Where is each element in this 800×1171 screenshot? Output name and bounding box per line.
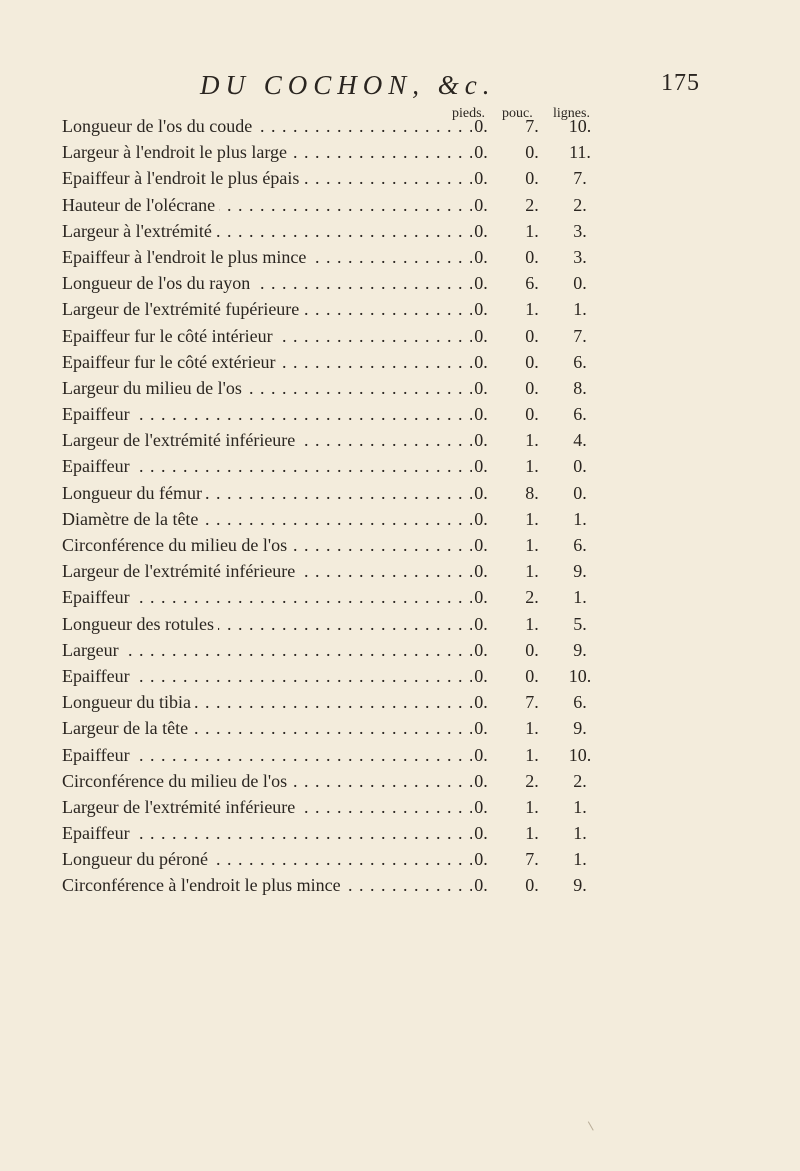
measurement-label: Epaiffeur . . . xyxy=(62,456,472,477)
measurement-label: Epaiffeur . . . xyxy=(62,587,472,608)
table-row xyxy=(0,767,800,793)
value-lignes: 2. xyxy=(573,194,587,215)
value-pouces: 0. xyxy=(525,246,539,267)
value-lignes: 2. xyxy=(573,770,587,791)
value-pouces: 6. xyxy=(525,273,539,294)
table-row xyxy=(0,741,800,767)
value-pieds: 0. xyxy=(474,718,488,739)
value-pouces: 7. xyxy=(525,116,539,136)
value-pouces: 0. xyxy=(525,875,539,896)
page-number: 175 xyxy=(661,70,700,96)
value-pouces: 1. xyxy=(525,561,539,582)
measurement-label: Longueur de l'os du coude . . . xyxy=(62,116,472,137)
value-pouces: 0. xyxy=(525,351,539,372)
measurement-label: Epaiffeur . . . xyxy=(62,666,472,687)
measurement-label: Epaiffeur . . . xyxy=(62,745,472,766)
measurement-label: Longueur du fémur . . . xyxy=(62,483,472,504)
value-pieds: 0. xyxy=(474,875,488,896)
table-row xyxy=(0,400,800,426)
value-pouces: 1. xyxy=(525,823,539,844)
table-row xyxy=(0,714,800,740)
table-row xyxy=(0,636,800,662)
table-row xyxy=(0,269,800,295)
value-pouces: 1. xyxy=(525,430,539,451)
measurement-label: Largeur du milieu de l'os . . . xyxy=(62,378,472,399)
value-pieds: 0. xyxy=(474,639,488,660)
value-pouces: 7. xyxy=(525,692,539,713)
table-row xyxy=(0,452,800,478)
value-pieds: 0. xyxy=(474,377,488,398)
value-pouces: 0. xyxy=(525,639,539,660)
table-row xyxy=(0,662,800,688)
value-lignes: 1. xyxy=(573,587,587,608)
value-lignes: 6. xyxy=(573,351,587,372)
value-pouces: 0. xyxy=(525,168,539,189)
value-pieds: 0. xyxy=(474,482,488,503)
table-row xyxy=(0,191,800,217)
value-pouces: 2. xyxy=(525,194,539,215)
table-row xyxy=(0,505,800,531)
value-pouces: 0. xyxy=(525,142,539,163)
value-lignes: 1. xyxy=(573,849,587,870)
value-lignes: 5. xyxy=(573,613,587,634)
value-lignes: 10. xyxy=(568,116,592,136)
value-pouces: 0. xyxy=(525,377,539,398)
value-pieds: 0. xyxy=(474,273,488,294)
value-pieds: 0. xyxy=(474,665,488,686)
table-row xyxy=(0,610,800,636)
measurement-label: Largeur à l'extrémité . . . xyxy=(62,221,472,242)
value-lignes: 10. xyxy=(568,744,592,765)
value-pieds: 0. xyxy=(474,168,488,189)
measurement-label: Largeur de l'extrémité fupérieure . . . xyxy=(62,299,472,320)
value-pouces: 0. xyxy=(525,325,539,346)
value-pieds: 0. xyxy=(474,456,488,477)
value-lignes: 1. xyxy=(573,796,587,817)
value-lignes: 1. xyxy=(573,508,587,529)
table-row xyxy=(0,531,800,557)
table-row xyxy=(0,243,800,269)
paper-mark xyxy=(588,1119,597,1130)
measurement-label: Largeur . . . xyxy=(62,640,472,661)
value-pouces: 1. xyxy=(525,508,539,529)
value-pieds: 0. xyxy=(474,796,488,817)
value-lignes: 9. xyxy=(573,875,587,896)
value-pieds: 0. xyxy=(474,823,488,844)
table-row xyxy=(0,793,800,819)
value-pieds: 0. xyxy=(474,116,488,136)
measurement-label: Epaiffeur fur le côté extérieur . . . xyxy=(62,352,472,373)
value-lignes: 7. xyxy=(573,168,587,189)
value-lignes: 11. xyxy=(569,142,591,163)
value-pouces: 8. xyxy=(525,482,539,503)
value-lignes: 8. xyxy=(573,377,587,398)
table-row xyxy=(0,322,800,348)
value-lignes: 3. xyxy=(573,246,587,267)
measurement-label: Longueur du tibia . . . xyxy=(62,692,472,713)
table-row xyxy=(0,819,800,845)
table-row xyxy=(0,583,800,609)
value-pieds: 0. xyxy=(474,849,488,870)
value-pieds: 0. xyxy=(474,325,488,346)
measurement-label: Largeur de l'extrémité inférieure . . . xyxy=(62,430,472,451)
value-pieds: 0. xyxy=(474,535,488,555)
value-lignes: 9. xyxy=(573,639,587,660)
measurement-label: Circonférence du milieu de l'os . . . xyxy=(62,535,472,556)
value-pouces: 1. xyxy=(525,299,539,320)
measurement-label: Diamètre de la tête . . . xyxy=(62,509,472,530)
value-lignes: 0. xyxy=(573,456,587,477)
value-lignes: 10. xyxy=(568,665,592,686)
table-row xyxy=(0,164,800,190)
value-pouces: 1. xyxy=(525,718,539,739)
value-pieds: 0. xyxy=(474,299,488,320)
value-lignes: 4. xyxy=(573,430,587,451)
value-pouces: 1. xyxy=(525,456,539,477)
value-pieds: 0. xyxy=(474,246,488,267)
column-header-pouces: pouc. xyxy=(502,106,533,121)
table-row xyxy=(0,112,800,138)
value-lignes: 6. xyxy=(573,404,587,425)
table-row xyxy=(0,374,800,400)
value-lignes: 3. xyxy=(573,220,587,241)
value-pouces: 1. xyxy=(525,535,539,555)
measurement-label: Largeur à l'endroit le plus large . . . xyxy=(62,142,472,163)
value-pouces: 2. xyxy=(525,587,539,608)
measurement-label: Circonférence du milieu de l'os . . . xyxy=(62,771,472,792)
measurement-label: Longueur des rotules . . . xyxy=(62,614,472,635)
value-lignes: 1. xyxy=(573,823,587,844)
measurement-label: Epaiffeur . . . xyxy=(62,823,472,844)
value-pieds: 0. xyxy=(474,194,488,215)
measurement-label: Epaiffeur . . . xyxy=(62,404,472,425)
value-lignes: 0. xyxy=(573,273,587,294)
value-pieds: 0. xyxy=(474,770,488,791)
measurement-table xyxy=(0,112,800,898)
column-header-lignes: lignes. xyxy=(553,106,590,121)
measurement-label: Epaiffeur à l'endroit le plus épais . . . xyxy=(62,168,472,189)
value-lignes: 9. xyxy=(573,718,587,739)
table-row xyxy=(0,557,800,583)
table-row xyxy=(0,845,800,871)
measurement-label: Hauteur de l'olécrane . . . xyxy=(62,195,472,216)
column-header-pieds: pieds. xyxy=(452,106,486,121)
measurement-label: Epaiffeur fur le côté intérieur . . . xyxy=(62,326,472,347)
value-pieds: 0. xyxy=(474,430,488,451)
table-row xyxy=(0,688,800,714)
running-title: DU COCHON, &c. xyxy=(200,70,496,100)
value-lignes: 1. xyxy=(573,299,587,320)
table-row xyxy=(0,479,800,505)
measurement-label: Longueur de l'os du rayon . . . xyxy=(62,273,472,294)
value-pieds: 0. xyxy=(474,613,488,634)
value-pouces: 1. xyxy=(525,744,539,765)
value-pieds: 0. xyxy=(474,587,488,608)
value-pieds: 0. xyxy=(474,404,488,425)
value-pouces: 2. xyxy=(525,770,539,791)
value-pieds: 0. xyxy=(474,744,488,765)
value-lignes: 6. xyxy=(573,692,587,713)
table-row xyxy=(0,348,800,374)
value-pieds: 0. xyxy=(474,561,488,582)
value-lignes: 0. xyxy=(573,482,587,503)
measurement-label: Largeur de la tête . . . xyxy=(62,718,472,739)
value-pieds: 0. xyxy=(474,508,488,529)
value-pouces: 0. xyxy=(525,404,539,425)
measurement-label: Epaiffeur à l'endroit le plus mince . . . xyxy=(62,247,472,268)
value-pouces: 0. xyxy=(525,665,539,686)
value-pieds: 0. xyxy=(474,142,488,163)
table-row xyxy=(0,217,800,243)
value-lignes: 6. xyxy=(573,535,587,555)
measurement-label: Longueur du péroné . . . xyxy=(62,849,472,870)
value-pieds: 0. xyxy=(474,692,488,713)
table-row xyxy=(0,138,800,164)
value-pieds: 0. xyxy=(474,351,488,372)
measurement-label: Circonférence à l'endroit le plus mince . . . xyxy=(62,875,472,896)
measurement-label: Largeur de l'extrémité inférieure . . . xyxy=(62,561,472,582)
value-lignes: 9. xyxy=(573,561,587,582)
value-pouces: 1. xyxy=(525,796,539,817)
value-lignes: 7. xyxy=(573,325,587,346)
measurement-label: Largeur de l'extrémité inférieure . . . xyxy=(62,797,472,818)
value-pouces: 1. xyxy=(525,220,539,241)
table-row xyxy=(0,426,800,452)
table-row xyxy=(0,871,800,897)
value-pouces: 7. xyxy=(525,849,539,870)
value-pouces: 1. xyxy=(525,613,539,634)
value-pieds: 0. xyxy=(474,220,488,241)
running-header xyxy=(200,70,700,110)
table-row xyxy=(0,295,800,321)
